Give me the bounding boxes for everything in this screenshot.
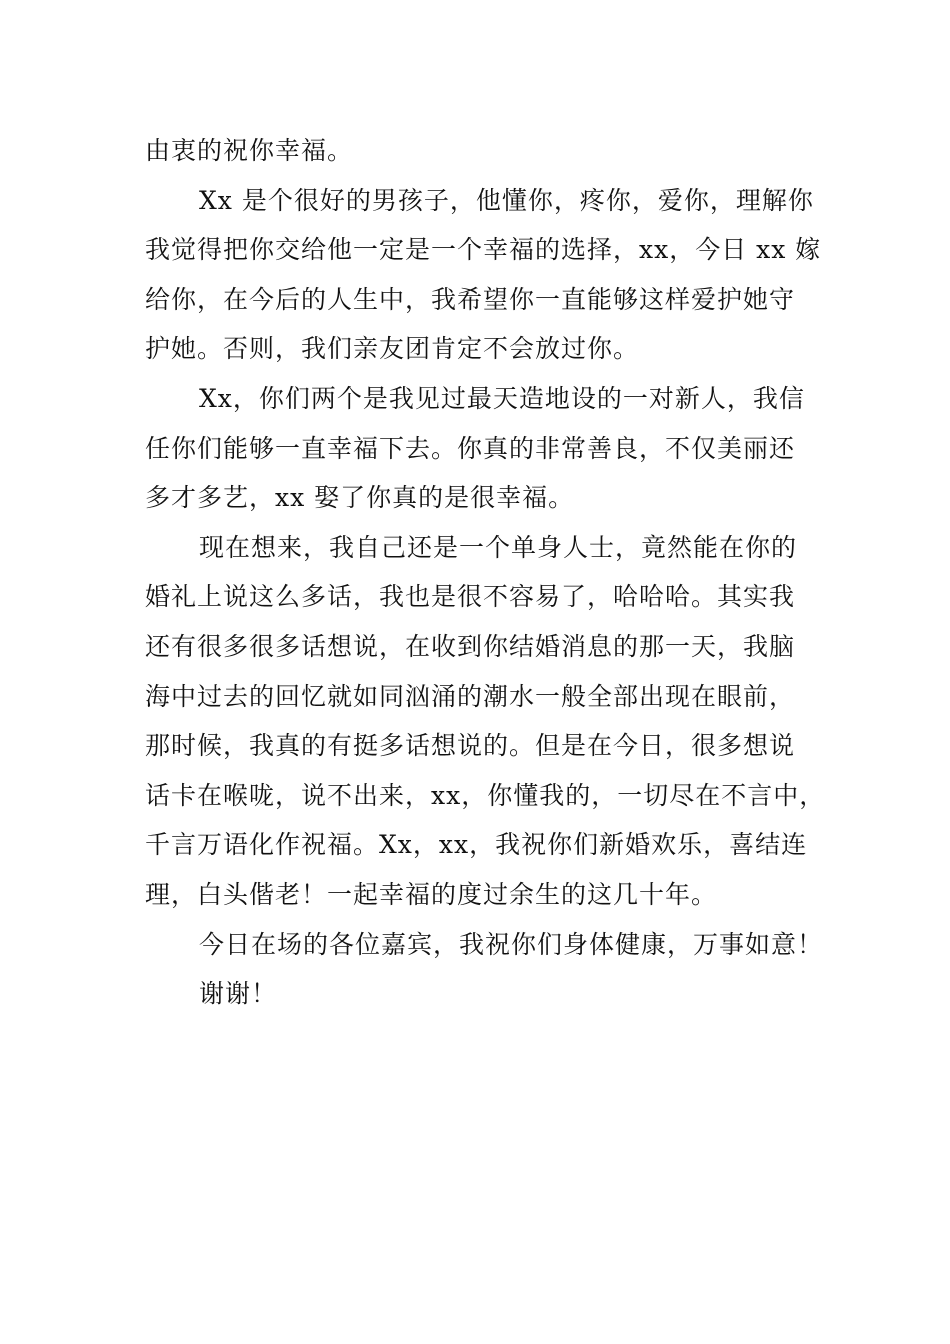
text-line: Xx，你们两个是我见过最天造地设的一对新人，我信 — [199, 383, 805, 413]
text-line: 现在想来，我自己还是一个单身人士，竟然能在你的 — [199, 532, 798, 562]
text-line: 婚礼上说这么多话，我也是很不容易了，哈哈哈。其实我 — [145, 582, 796, 612]
text-line: Xx 是个很好的男孩子，他懂你，疼你，爱你，理解你 — [199, 185, 814, 215]
text-line: 海中过去的回忆就如同汹涌的潮水一般全部出现在眼前， — [145, 681, 796, 711]
text-line: 谢谢！ — [199, 979, 278, 1009]
text-line: 我觉得把你交给他一定是一个幸福的选择，xx，今日 xx 嫁 — [145, 235, 822, 265]
text-line: 任你们能够一直幸福下去。你真的非常善良，不仅美丽还 — [145, 433, 796, 463]
text-line: 今日在场的各位嘉宾，我祝你们身体健康，万事如意！ — [199, 929, 824, 959]
text-line: 千言万语化作祝福。Xx，xx，我祝你们新婚欢乐，喜结连 — [145, 830, 808, 860]
text-line: 护她。否则，我们亲友团肯定不会放过你。 — [145, 334, 640, 364]
text-line: 多才多艺，xx 娶了你真的是很幸福。 — [145, 483, 575, 513]
text-line: 话卡在喉咙，说不出来，xx，你懂我的，一切尽在不言中， — [145, 780, 826, 810]
document-body — [145, 126, 825, 1019]
text-line: 给你，在今后的人生中，我希望你一直能够这样爱护她守 — [145, 284, 796, 314]
text-line: 那时候，我真的有挺多话想说的。但是在今日，很多想说 — [145, 731, 796, 761]
text-line: 还有很多很多话想说，在收到你结婚消息的那一天，我脑 — [145, 631, 796, 661]
text-line: 理，白头偕老！一起幸福的度过余生的这几十年。 — [145, 879, 718, 909]
text-line: 由衷的祝你幸福。 — [145, 136, 354, 165]
